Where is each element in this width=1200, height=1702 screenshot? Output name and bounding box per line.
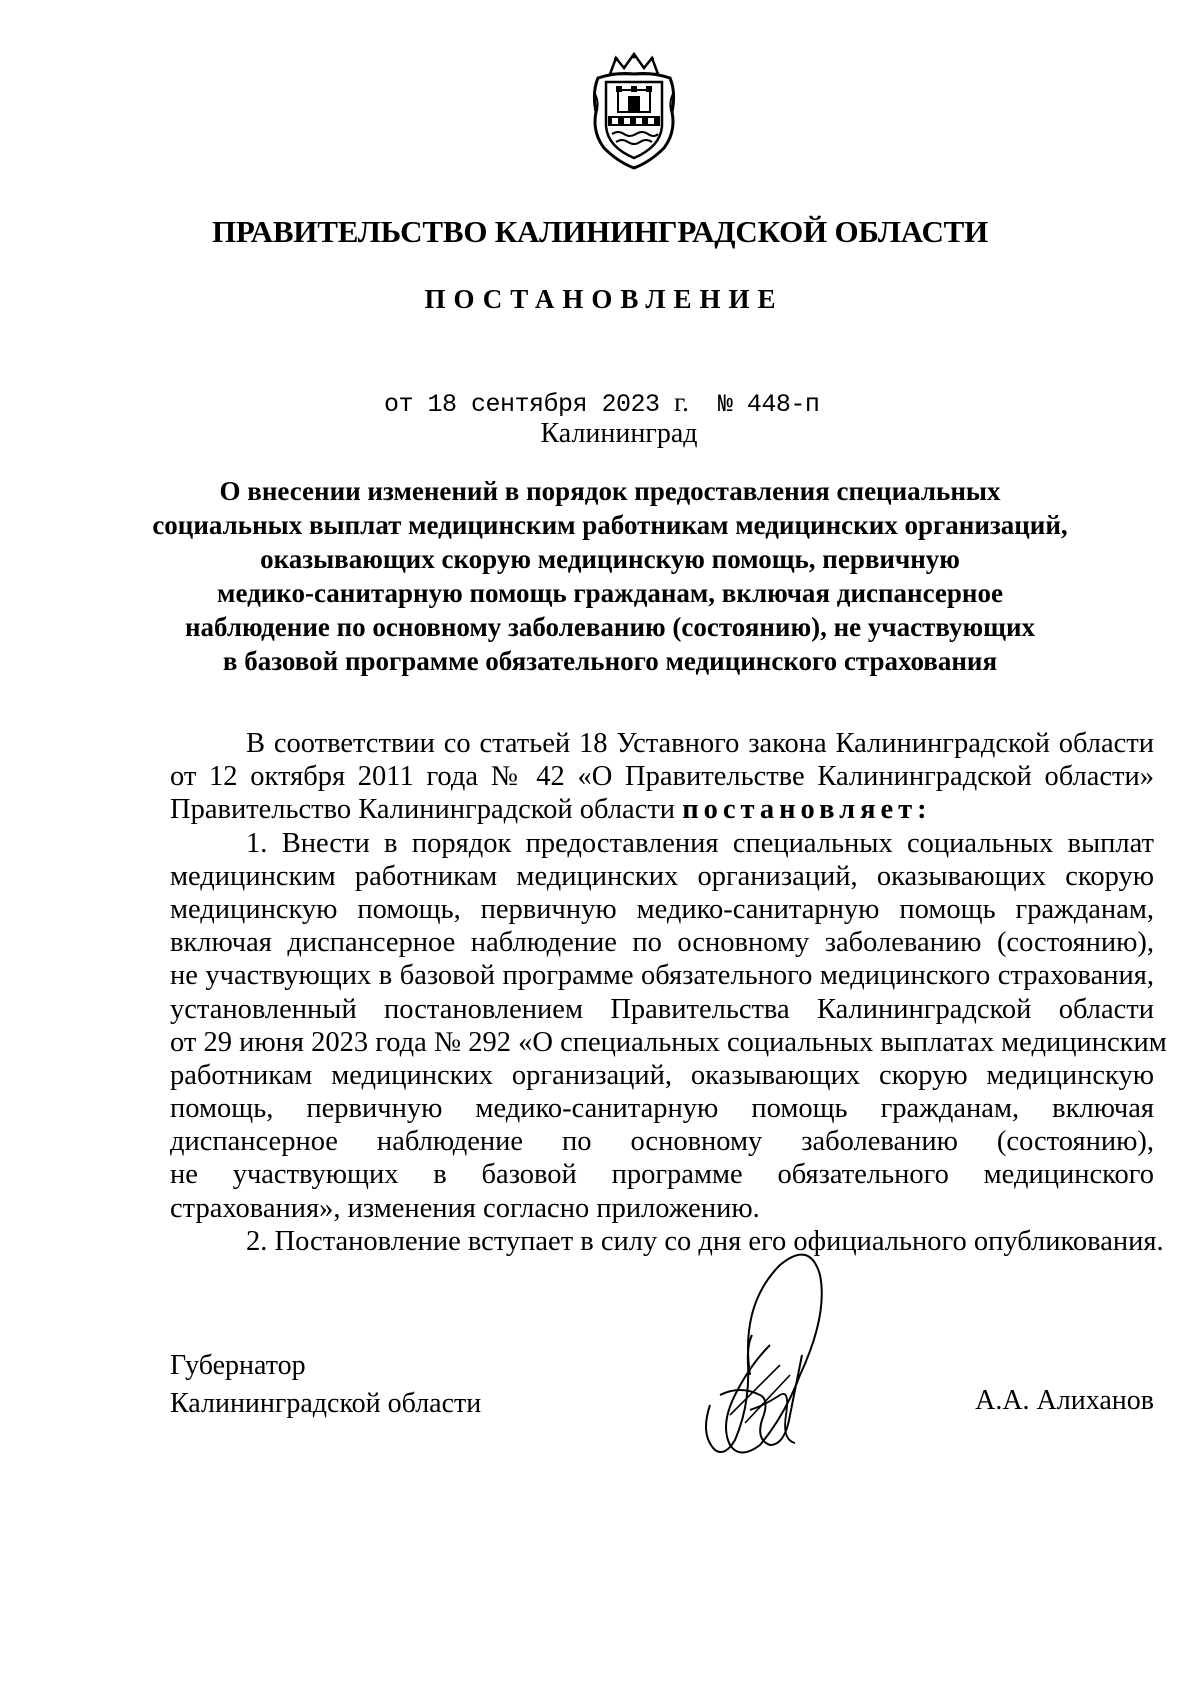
title-line: социальных выплат медицинским работникам медицинских организаций,: [152, 510, 1068, 540]
body-line: 1. Внести в порядок предоставления специальных социальных выплат: [246, 827, 1154, 859]
position-line: Губернатор: [170, 1350, 306, 1381]
document-number: № 448-п: [717, 390, 820, 419]
kaliningrad-coat-of-arms-icon: [588, 52, 680, 170]
body-line: помощь, первичную медико-санитарную помощь гражданам, включая: [170, 1093, 1154, 1125]
body-line: медицинским работникам медицинских организаций, оказывающих скорую: [170, 860, 1154, 892]
body-line: 2. Постановление вступает в силу со дня его официального опубликования.: [246, 1225, 1164, 1257]
body-line: установленный постановлением Правительства Калининградской области: [170, 993, 1154, 1025]
body-line: диспансерное наблюдение по основному заболеванию (состоянию),: [170, 1126, 1154, 1158]
document-type: ПОСТАНОВЛЕНИЕ: [424, 284, 784, 314]
handwritten-signature-icon: [690, 1245, 850, 1465]
title-line: оказывающих скорую медицинскую помощь, первичную: [260, 544, 960, 574]
position-line: Калининградской области: [170, 1388, 482, 1419]
signatory-name: А.А. Алиханов: [975, 1385, 1154, 1416]
date-number-line: [384, 387, 819, 419]
document-title: [150, 474, 1070, 678]
body-line: не участвующих в базовой программе обязательного медицинского: [170, 1159, 1154, 1191]
preamble-subject: Правительство Калининградской области: [170, 794, 676, 826]
body-line: включая диспансерное наблюдение по основному заболеванию (состоянию),: [170, 927, 1154, 959]
title-line: наблюдение по основному заболеванию (состоянию), не участвующих: [185, 612, 1035, 642]
body-line: от 29 июня 2023 года № 292 «О специальных социальных выплатах медицинским: [170, 1026, 1167, 1058]
document-date: от 18 сентября 2023: [384, 390, 660, 419]
signatory-position: [170, 1347, 481, 1423]
body-line: В соответствии со статьей 18 Уставного закона Калининградской области: [246, 728, 1154, 759]
title-line: О внесении изменений в порядок предоставления специальных: [219, 476, 1001, 506]
body-line: от 12 октября 2011 года № 42 «О Правительстве Калининградской области»: [170, 761, 1154, 793]
decree-word: постановляет:: [682, 794, 932, 826]
title-line: в базовой программе обязательного медицинского страхования: [222, 646, 998, 676]
city-name: Калининград: [540, 418, 698, 449]
title-line: медико-санитарную помощь гражданам, включая диспансерное: [217, 578, 1003, 608]
year-suffix: г.: [674, 387, 689, 417]
body-line: страхования», изменения согласно приложению.: [170, 1192, 760, 1224]
body-line: медицинскую помощь, первичную медико-санитарную помощь гражданам,: [170, 893, 1154, 925]
body-line: работникам медицинских организаций, оказывающих скорую медицинскую: [170, 1059, 1154, 1091]
body-line: не участвующих в базовой программе обязательного медицинского страхования,: [170, 960, 1154, 992]
document-body: [170, 727, 1167, 1258]
organization-name: ПРАВИТЕЛЬСТВО КАЛИНИНГРАДСКОЙ ОБЛАСТИ: [211, 214, 989, 249]
body-line: [170, 793, 1154, 826]
